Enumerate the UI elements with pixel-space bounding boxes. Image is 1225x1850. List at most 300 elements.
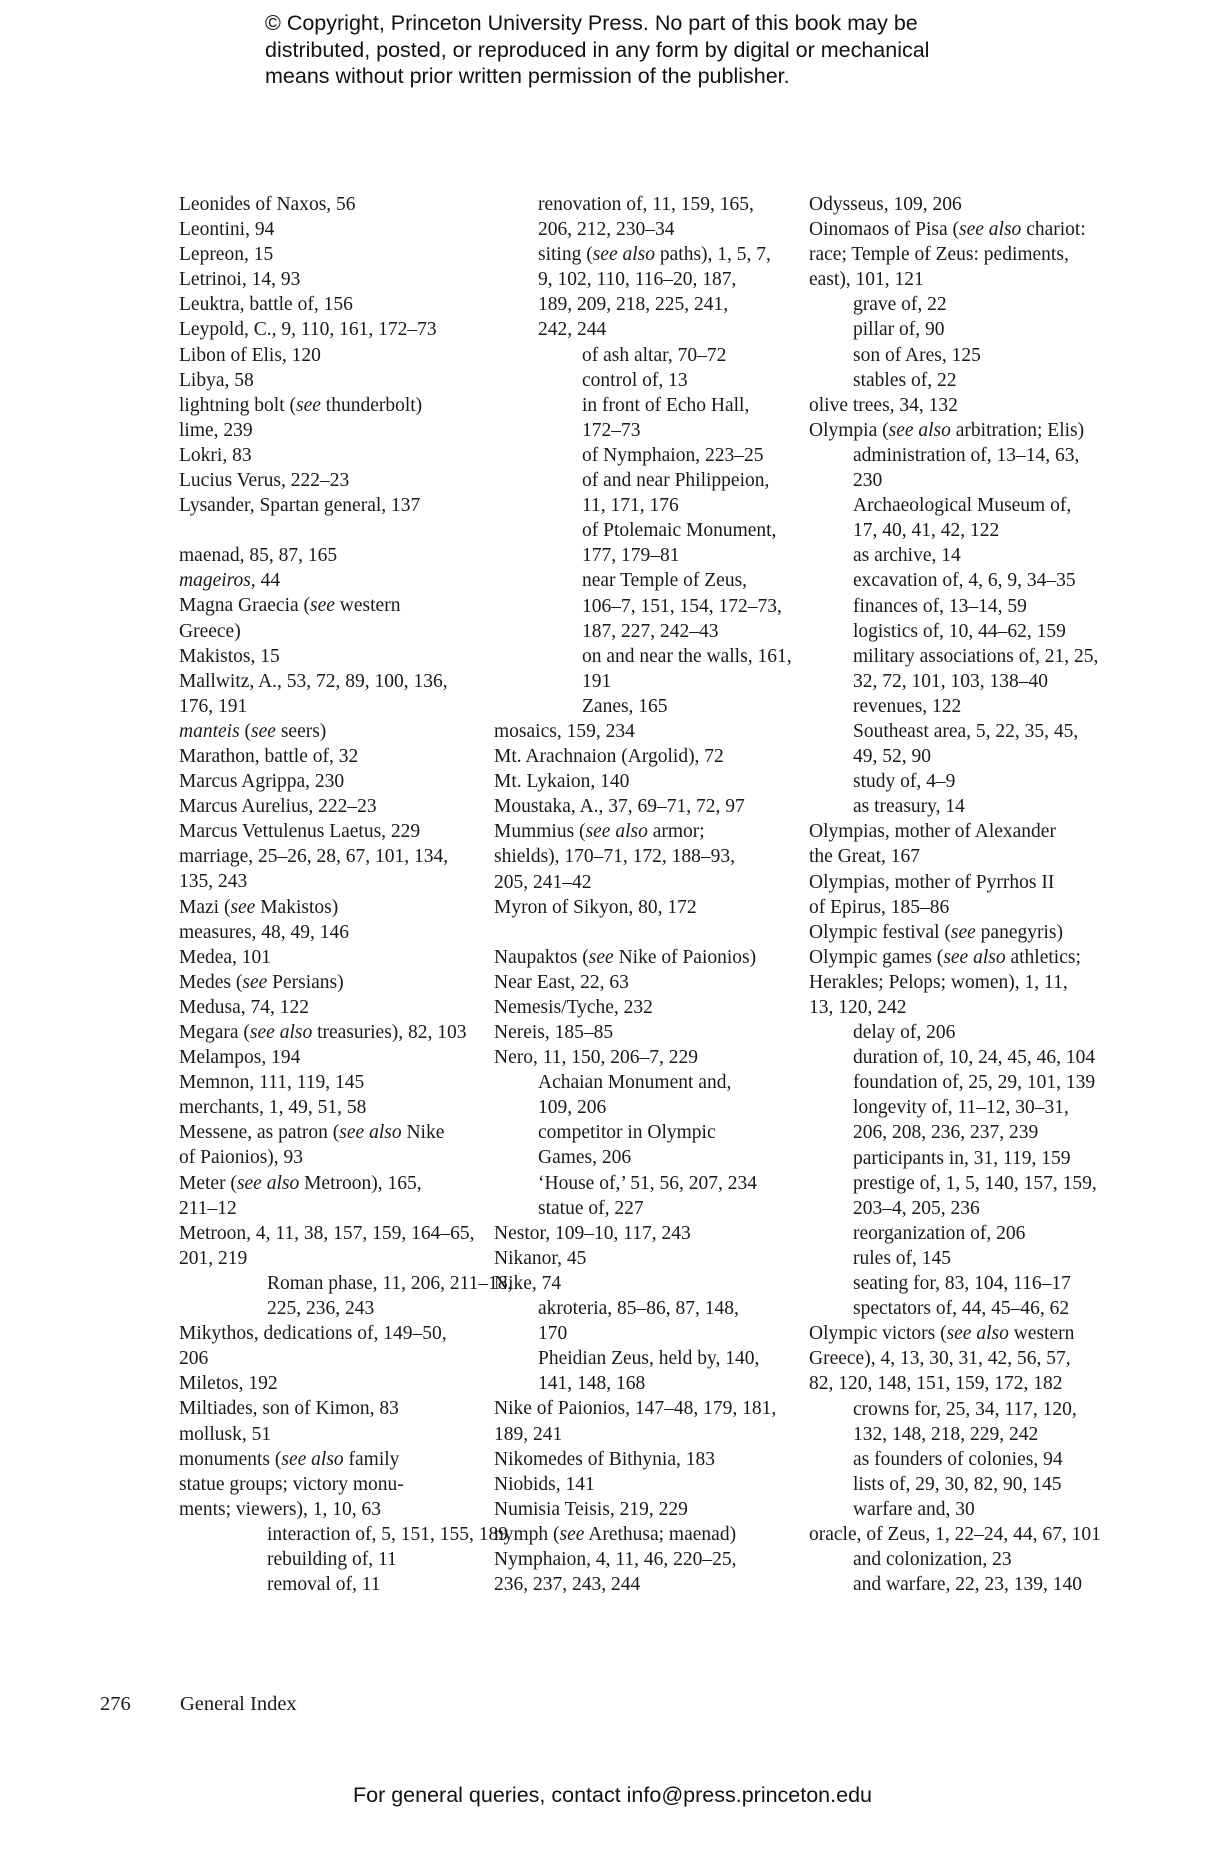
index-subentry bbox=[494, 1171, 794, 1196]
index-subentry bbox=[179, 1271, 513, 1321]
index-entry bbox=[809, 393, 1109, 418]
index-entry-line: Lysander, Spartan general, 137 bbox=[179, 495, 421, 517]
index-entry-line: Miletos, 192 bbox=[179, 1373, 278, 1395]
index-entry-line: and colonization, 23 bbox=[853, 1549, 1012, 1571]
index-entry-line: Nereis, 185–85 bbox=[494, 1022, 614, 1043]
index-entry bbox=[179, 895, 479, 920]
index-subentry bbox=[809, 1095, 1109, 1145]
index-entry-line: Marcus Agrippa, 230 bbox=[179, 771, 345, 793]
index-entry bbox=[179, 1070, 479, 1095]
index-entry-line: finances of, 13–14, 59 bbox=[853, 595, 1027, 617]
index-entry-line: statue of, 227 bbox=[538, 1197, 644, 1219]
index-entry-line: olive trees, 34, 132 bbox=[809, 394, 958, 416]
index-entry bbox=[494, 1221, 794, 1246]
index-entry bbox=[179, 995, 479, 1020]
index-entry bbox=[179, 719, 479, 744]
index-entry-line: excavation of, 4, 6, 9, 34–35 bbox=[853, 570, 1076, 592]
index-entry-line: 9, 102, 110, 116–20, 187, bbox=[538, 269, 737, 291]
index-entry-line: Mazi (see Makistos) bbox=[179, 896, 339, 918]
index-entry bbox=[809, 1321, 1109, 1396]
index-subentry bbox=[494, 694, 794, 719]
index-entry bbox=[179, 393, 479, 418]
index-subentry bbox=[494, 1346, 794, 1396]
index-entry-line: Leonides of Naxos, 56 bbox=[179, 194, 356, 215]
index-subentry bbox=[494, 1070, 794, 1120]
index-entry bbox=[179, 644, 479, 669]
index-subentry bbox=[809, 1070, 1109, 1095]
index-entry bbox=[494, 1246, 794, 1271]
index-entry-line: Myron of Sikyon, 80, 172 bbox=[494, 896, 697, 918]
index-subentry bbox=[809, 1547, 1109, 1572]
index-entry-line: Odysseus, 109, 206 bbox=[809, 194, 962, 215]
index-entry bbox=[179, 1095, 479, 1120]
index-entry-line: son of Ares, 125 bbox=[853, 344, 981, 366]
index-entry-line: military associations of, 21, 25, bbox=[853, 645, 1099, 667]
index-subentry bbox=[809, 794, 1109, 819]
index-entry-line: crowns for, 25, 34, 117, 120, bbox=[853, 1398, 1077, 1420]
index-entry-line: Moustaka, A., 37, 69–71, 72, 97 bbox=[494, 796, 745, 818]
index-entry-line: Oinomaos of Pisa (see also chariot: bbox=[809, 219, 1086, 241]
index-entry bbox=[809, 819, 1109, 869]
index-entry-line: of Ptolemaic Monument, bbox=[582, 520, 777, 542]
index-subentry bbox=[809, 543, 1109, 568]
index-entry-line: 141, 148, 168 bbox=[538, 1373, 646, 1395]
index-entry-line: 189, 241 bbox=[494, 1423, 563, 1445]
index-entry-line: mageiros, 44 bbox=[179, 570, 281, 592]
index-entry-line: Lepreon, 15 bbox=[179, 244, 274, 266]
index-entry-line: duration of, 10, 24, 45, 46, 104 bbox=[853, 1047, 1096, 1069]
index-entry-line: as founders of colonies, 94 bbox=[853, 1448, 1063, 1470]
index-entry bbox=[179, 267, 479, 292]
index-subentry bbox=[179, 1547, 479, 1572]
index-entry-line: 135, 243 bbox=[179, 871, 248, 893]
index-entry-line: participants in, 31, 119, 159 bbox=[853, 1147, 1071, 1169]
index-entry-line: 201, 219 bbox=[179, 1247, 248, 1269]
index-entry-line: lists of, 29, 30, 82, 90, 145 bbox=[853, 1473, 1062, 1495]
index-entry bbox=[179, 794, 479, 819]
index-entry-line: lime, 239 bbox=[179, 419, 253, 441]
index-entry bbox=[179, 343, 479, 368]
index-entry bbox=[179, 1020, 479, 1045]
index-entry-line: Makistos, 15 bbox=[179, 645, 280, 667]
index-entry-line: 170 bbox=[538, 1323, 568, 1345]
page-number: 276 bbox=[100, 1693, 131, 1715]
index-entry bbox=[179, 920, 479, 945]
index-entry bbox=[494, 719, 794, 744]
index-entry-line: 106–7, 151, 154, 172–73, bbox=[582, 595, 782, 617]
index-entry-line: the Great, 167 bbox=[809, 846, 921, 868]
index-subentry bbox=[179, 1572, 479, 1597]
index-entry-line: Mikythos, dedications of, 149–50, bbox=[179, 1323, 447, 1345]
index-column-1 bbox=[179, 192, 513, 1597]
index-entry bbox=[179, 1171, 479, 1221]
index-column-3 bbox=[809, 192, 1109, 1597]
index-entry-line: rebuilding of, 11 bbox=[267, 1548, 397, 1570]
letter-group-gap bbox=[179, 518, 479, 543]
index-entry-line: Achaian Monument and, bbox=[538, 1072, 732, 1094]
index-subentry bbox=[494, 1120, 794, 1170]
index-entry-line: removal of, 11 bbox=[267, 1574, 381, 1596]
index-entry-line: Medusa, 74, 122 bbox=[179, 996, 309, 1018]
index-entry-line: Olympias, mother of Pyrrhos II bbox=[809, 871, 1055, 893]
index-entry bbox=[179, 593, 479, 643]
index-entry-line: stables of, 22 bbox=[853, 369, 957, 391]
index-entry-line: 206, 212, 230–34 bbox=[538, 219, 675, 241]
index-subentry bbox=[809, 1171, 1109, 1221]
index-entry-line: Nike of Paionios, 147–48, 179, 181, bbox=[494, 1398, 777, 1420]
index-entry bbox=[494, 945, 794, 970]
copyright-line: © Copyright, Princeton University Press. No part of this book may be bbox=[265, 11, 918, 35]
index-entry bbox=[179, 1422, 479, 1447]
index-subentry bbox=[494, 443, 794, 468]
index-entry-line: Melampos, 194 bbox=[179, 1047, 301, 1069]
index-entry-line: statue groups; victory monu- bbox=[179, 1473, 404, 1495]
index-entry bbox=[494, 970, 794, 995]
index-entry bbox=[494, 769, 794, 794]
index-entry-line: east), 101, 121 bbox=[809, 269, 924, 291]
index-entry-line: Olympic festival (see panegyris) bbox=[809, 921, 1063, 943]
index-entry bbox=[179, 970, 479, 995]
index-entry-line: Greece) bbox=[179, 620, 241, 642]
index-entry-line: 242, 244 bbox=[538, 319, 607, 341]
index-entry-line: Libya, 58 bbox=[179, 369, 254, 391]
index-entry-line: rules of, 145 bbox=[853, 1247, 952, 1269]
index-entry bbox=[809, 870, 1109, 920]
index-entry-line: 206, 208, 236, 237, 239 bbox=[853, 1122, 1039, 1144]
index-entry-line: 191 bbox=[582, 670, 612, 692]
index-entry-line: Marcus Vettulenus Laetus, 229 bbox=[179, 821, 421, 843]
index-entry-line: control of, 13 bbox=[582, 369, 688, 391]
index-subentry bbox=[494, 192, 794, 242]
copyright-line: distributed, posted, or reproduced in any form by digital or mechanical bbox=[265, 37, 930, 62]
index-entry-line: 225, 236, 243 bbox=[267, 1298, 375, 1320]
index-entry-line: Magna Graecia (see western bbox=[179, 595, 401, 617]
index-entry-line: ‘House of,’ 51, 56, 207, 234 bbox=[538, 1172, 757, 1194]
index-subentry bbox=[809, 292, 1109, 317]
index-entry-line: of and near Philippeion, bbox=[582, 470, 770, 492]
index-entry-line: renovation of, 11, 159, 165, bbox=[538, 194, 754, 215]
index-entry-line: Olympic victors (see also western bbox=[809, 1323, 1075, 1345]
index-subentry bbox=[494, 1196, 794, 1221]
index-entry bbox=[494, 1547, 794, 1597]
index-entry-line: Nikanor, 45 bbox=[494, 1247, 587, 1269]
index-subentry bbox=[809, 594, 1109, 619]
index-entry bbox=[179, 543, 479, 568]
index-subentry bbox=[809, 619, 1109, 644]
index-entry-line: 236, 237, 243, 244 bbox=[494, 1574, 641, 1596]
index-entry-line: race; Temple of Zeus: pediments, bbox=[809, 244, 1069, 266]
index-entry-line: oracle, of Zeus, 1, 22–24, 44, 67, 101 bbox=[809, 1523, 1101, 1545]
index-entry bbox=[494, 744, 794, 769]
index-entry-line: Letrinoi, 14, 93 bbox=[179, 269, 301, 291]
index-subentry bbox=[809, 719, 1109, 769]
index-entry bbox=[179, 568, 479, 593]
index-subentry bbox=[494, 242, 794, 342]
index-entry-line: merchants, 1, 49, 51, 58 bbox=[179, 1097, 367, 1119]
index-entry-line: seating for, 83, 104, 116–17 bbox=[853, 1273, 1071, 1295]
index-subentry bbox=[809, 493, 1109, 543]
index-entry-line: as archive, 14 bbox=[853, 545, 961, 567]
index-entry bbox=[179, 493, 479, 518]
index-entry-line: 109, 206 bbox=[538, 1097, 607, 1119]
index-subentry bbox=[809, 1472, 1109, 1497]
index-entry-line: 176, 191 bbox=[179, 695, 248, 717]
index-entry-line: Leuktra, battle of, 156 bbox=[179, 294, 353, 316]
index-entry bbox=[494, 1472, 794, 1497]
index-entry-line: 172–73 bbox=[582, 419, 641, 441]
index-entry-line: ments; viewers), 1, 10, 63 bbox=[179, 1498, 382, 1520]
index-entry-line: warfare and, 30 bbox=[853, 1498, 975, 1520]
index-entry-line: Archaeological Museum of, bbox=[853, 495, 1072, 517]
index-entry-line: Leypold, C., 9, 110, 161, 172–73 bbox=[179, 319, 437, 341]
index-entry-line: Herakles; Pelops; women), 1, 11, bbox=[809, 971, 1068, 993]
index-entry bbox=[179, 844, 479, 894]
index-entry bbox=[494, 819, 794, 894]
index-subentry bbox=[809, 1296, 1109, 1321]
index-entry-line: shields), 170–71, 172, 188–93, bbox=[494, 846, 736, 868]
index-entry-line: spectators of, 44, 45–46, 62 bbox=[853, 1298, 1070, 1320]
index-entry bbox=[809, 192, 1109, 217]
index-entry-line: Southeast area, 5, 22, 35, 45, bbox=[853, 720, 1079, 742]
index-entry-line: marriage, 25–26, 28, 67, 101, 134, bbox=[179, 846, 449, 868]
index-entry bbox=[179, 368, 479, 393]
index-subentry bbox=[494, 368, 794, 393]
index-entry-line: 230 bbox=[853, 470, 883, 492]
index-subentry bbox=[809, 1397, 1109, 1447]
index-entry-line: administration of, 13–14, 63, bbox=[853, 444, 1080, 466]
index-column-2 bbox=[494, 192, 794, 1597]
index-entry-line: 13, 120, 242 bbox=[809, 997, 907, 1018]
index-entry-line: Mallwitz, A., 53, 72, 89, 100, 136, bbox=[179, 670, 448, 692]
index-entry bbox=[809, 217, 1109, 292]
index-entry-line: Greece), 4, 13, 30, 31, 42, 56, 57, bbox=[809, 1348, 1071, 1370]
index-entry bbox=[494, 1045, 794, 1070]
index-entry-line: longevity of, 11–12, 30–31, bbox=[853, 1097, 1069, 1119]
index-entry-line: competitor in Olympic bbox=[538, 1122, 716, 1144]
index-entry bbox=[809, 1522, 1109, 1547]
index-entry-line: foundation of, 25, 29, 101, 139 bbox=[853, 1072, 1096, 1094]
index-entry-line: in front of Echo Hall, bbox=[582, 394, 750, 416]
index-entry-line: Games, 206 bbox=[538, 1147, 632, 1169]
index-entry-line: Olympia (see also arbitration; Elis) bbox=[809, 419, 1085, 441]
index-entry bbox=[179, 443, 479, 468]
index-subentry bbox=[809, 368, 1109, 393]
index-subentry bbox=[809, 644, 1109, 694]
index-entry bbox=[494, 1447, 794, 1472]
index-entry-line: of Nymphaion, 223–25 bbox=[582, 444, 764, 466]
index-entry bbox=[179, 769, 479, 794]
index-entry-line: Olympias, mother of Alexander bbox=[809, 821, 1056, 843]
index-entry-line: and warfare, 22, 23, 139, 140 bbox=[853, 1574, 1083, 1596]
index-entry-line: monuments (see also family bbox=[179, 1448, 400, 1470]
index-entry-line: Lokri, 83 bbox=[179, 444, 252, 466]
index-subentry bbox=[494, 644, 794, 694]
index-subentry bbox=[809, 343, 1109, 368]
index-entry-line: maenad, 85, 87, 165 bbox=[179, 545, 338, 567]
index-entry bbox=[179, 217, 479, 242]
index-entry bbox=[494, 895, 794, 920]
copyright-notice bbox=[265, 10, 1025, 90]
index-entry-line: 11, 171, 176 bbox=[582, 495, 679, 517]
index-entry bbox=[494, 1396, 794, 1446]
index-entry-line: Leontini, 94 bbox=[179, 219, 275, 241]
index-entry bbox=[179, 192, 479, 217]
letter-group-gap bbox=[494, 920, 794, 945]
index-entry-line: 177, 179–81 bbox=[582, 545, 680, 567]
index-entry-line: manteis (see seers) bbox=[179, 720, 327, 742]
index-entry bbox=[179, 1396, 479, 1421]
index-subentry bbox=[809, 1146, 1109, 1171]
index-subentry bbox=[809, 1271, 1109, 1296]
index-entry-line: of Paionios), 93 bbox=[179, 1147, 304, 1169]
index-entry bbox=[809, 945, 1109, 1020]
index-subentry bbox=[179, 1522, 508, 1547]
index-entry bbox=[179, 1447, 479, 1522]
index-entry-line: Numisia Teisis, 219, 229 bbox=[494, 1498, 688, 1520]
index-entry-line: 82, 120, 148, 151, 159, 172, 182 bbox=[809, 1373, 1063, 1395]
index-entry-line: 189, 209, 218, 225, 241, bbox=[538, 294, 729, 316]
index-entry bbox=[179, 1045, 479, 1070]
index-entry-line: measures, 48, 49, 146 bbox=[179, 921, 350, 943]
index-entry-line: Mt. Arachnaion (Argolid), 72 bbox=[494, 746, 724, 768]
index-subentry bbox=[809, 443, 1109, 493]
index-entry-line: Nemesis/Tyche, 232 bbox=[494, 996, 653, 1018]
index-entry-line: lightning bolt (see thunderbolt) bbox=[179, 394, 423, 416]
copyright-line: means without prior written permission of the publisher. bbox=[265, 64, 790, 88]
index-entry-line: Nestor, 109–10, 117, 243 bbox=[494, 1222, 691, 1244]
index-entry-line: Lucius Verus, 222–23 bbox=[179, 470, 350, 492]
index-subentry bbox=[494, 568, 794, 643]
index-entry bbox=[179, 819, 479, 844]
index-entry-line: siting (see also paths), 1, 5, 7, bbox=[538, 244, 771, 266]
index-entry bbox=[179, 1321, 479, 1371]
running-footer-title: General Index bbox=[180, 1693, 297, 1715]
index-entry-line: 49, 52, 90 bbox=[853, 746, 931, 768]
index-entry-line: Medes (see Persians) bbox=[179, 971, 344, 993]
index-subentry bbox=[809, 317, 1109, 342]
index-entry-line: logistics of, 10, 44–62, 159 bbox=[853, 620, 1066, 642]
index-entry-line: Memnon, 111, 119, 145 bbox=[179, 1072, 365, 1094]
index-entry bbox=[494, 995, 794, 1020]
index-entry-line: akroteria, 85–86, 87, 148, bbox=[538, 1298, 739, 1320]
index-entry bbox=[494, 1522, 794, 1547]
index-subentry bbox=[809, 1497, 1109, 1522]
index-subentry bbox=[494, 468, 794, 518]
index-entry bbox=[179, 418, 479, 443]
index-entry-line: study of, 4–9 bbox=[853, 771, 956, 793]
index-entry-line: Olympic games (see also athletics; bbox=[809, 946, 1081, 968]
index-entry bbox=[179, 1371, 479, 1396]
index-entry-line: reorganization of, 206 bbox=[853, 1222, 1026, 1244]
index-entry-line: Nymphaion, 4, 11, 46, 220–25, bbox=[494, 1548, 737, 1570]
index-subentry bbox=[809, 1020, 1109, 1045]
contact-notice: For general queries, contact info@press.princeton.edu bbox=[352, 1783, 872, 1807]
index-entry bbox=[494, 1271, 794, 1296]
index-entry-line: Roman phase, 11, 206, 211–18, bbox=[267, 1272, 513, 1294]
index-entry bbox=[179, 1120, 479, 1170]
index-entry-line: of Epirus, 185–86 bbox=[809, 896, 950, 918]
index-entry bbox=[494, 794, 794, 819]
index-entry-line: Niobids, 141 bbox=[494, 1473, 595, 1495]
index-entry-line: Marathon, battle of, 32 bbox=[179, 745, 359, 767]
index-entry-line: Mt. Lykaion, 140 bbox=[494, 771, 630, 793]
index-entry bbox=[494, 1020, 794, 1045]
index-entry-line: mollusk, 51 bbox=[179, 1423, 272, 1445]
index-entry bbox=[179, 468, 479, 493]
index-entry-line: on and near the walls, 161, bbox=[582, 645, 792, 667]
index-entry bbox=[179, 317, 479, 342]
index-entry-line: Libon of Elis, 120 bbox=[179, 344, 321, 366]
index-subentry bbox=[809, 694, 1109, 719]
index-entry-line: interaction of, 5, 151, 155, 189 bbox=[267, 1523, 508, 1545]
index-entry-line: Metroon, 4, 11, 38, 157, 159, 164–65, bbox=[179, 1222, 475, 1244]
index-entry-line: 132, 148, 218, 229, 242 bbox=[853, 1423, 1039, 1445]
index-entry-line: Near East, 22, 63 bbox=[494, 971, 629, 993]
index-subentry bbox=[809, 769, 1109, 794]
index-entry-line: 205, 241–42 bbox=[494, 871, 592, 893]
index-entry bbox=[179, 242, 479, 267]
index-entry-line: Medea, 101 bbox=[179, 946, 272, 968]
index-entry bbox=[494, 1497, 794, 1522]
index-entry-line: mosaics, 159, 234 bbox=[494, 720, 635, 742]
index-subentry bbox=[809, 1572, 1109, 1597]
index-subentry bbox=[809, 1221, 1109, 1246]
index-subentry bbox=[494, 518, 794, 568]
index-entry-line: prestige of, 1, 5, 140, 157, 159, bbox=[853, 1172, 1097, 1194]
index-entry-line: 206 bbox=[179, 1348, 209, 1370]
index-entry bbox=[179, 1221, 479, 1271]
index-entry-line: pillar of, 90 bbox=[853, 319, 945, 341]
index-entry-line: 187, 227, 242–43 bbox=[582, 620, 719, 642]
index-entry-line: 211–12 bbox=[179, 1197, 237, 1219]
index-entry-line: Nikomedes of Bithynia, 183 bbox=[494, 1448, 715, 1470]
index-subentry bbox=[809, 1447, 1109, 1472]
index-entry-line: 203–4, 205, 236 bbox=[853, 1197, 980, 1219]
index-entry-line: near Temple of Zeus, bbox=[582, 570, 748, 592]
index-subentry bbox=[809, 568, 1109, 593]
index-entry-line: Nike, 74 bbox=[494, 1272, 562, 1294]
index-subentry bbox=[494, 393, 794, 443]
index-entry-line: Messene, as patron (see also Nike bbox=[179, 1122, 445, 1144]
index-entry bbox=[809, 920, 1109, 945]
index-entry bbox=[179, 744, 479, 769]
index-entry-line: Mummius (see also armor; bbox=[494, 821, 705, 843]
index-entry-line: 17, 40, 41, 42, 122 bbox=[853, 520, 1000, 542]
index-entry-line: Miltiades, son of Kimon, 83 bbox=[179, 1398, 399, 1420]
index-entry-line: of ash altar, 70–72 bbox=[582, 344, 727, 366]
index-entry bbox=[179, 292, 479, 317]
index-entry-line: nymph (see Arethusa; maenad) bbox=[494, 1523, 737, 1545]
index-subentry bbox=[809, 1045, 1109, 1070]
index-entry-line: Zanes, 165 bbox=[582, 695, 668, 717]
index-entry bbox=[809, 418, 1109, 443]
index-entry-line: delay of, 206 bbox=[853, 1022, 956, 1044]
index-entry-line: Megara (see also treasuries), 82, 103 bbox=[179, 1022, 467, 1043]
index-entry-line: as treasury, 14 bbox=[853, 796, 965, 818]
index-entry-line: 32, 72, 101, 103, 138–40 bbox=[853, 670, 1048, 692]
index-entry-line: Naupaktos (see Nike of Paionios) bbox=[494, 946, 757, 968]
index-entry-line: Pheidian Zeus, held by, 140, bbox=[538, 1348, 760, 1370]
index-entry-line: grave of, 22 bbox=[853, 294, 947, 316]
index-entry-line: Nero, 11, 150, 206–7, 229 bbox=[494, 1047, 699, 1069]
index-subentry bbox=[809, 1246, 1109, 1271]
index-subentry bbox=[494, 343, 794, 368]
index-entry bbox=[179, 669, 479, 719]
index-subentry bbox=[494, 1296, 794, 1346]
index-entry-line: Marcus Aurelius, 222–23 bbox=[179, 796, 377, 818]
index-entry-line: Meter (see also Metroon), 165, bbox=[179, 1172, 422, 1194]
index-entry-line: revenues, 122 bbox=[853, 695, 962, 717]
